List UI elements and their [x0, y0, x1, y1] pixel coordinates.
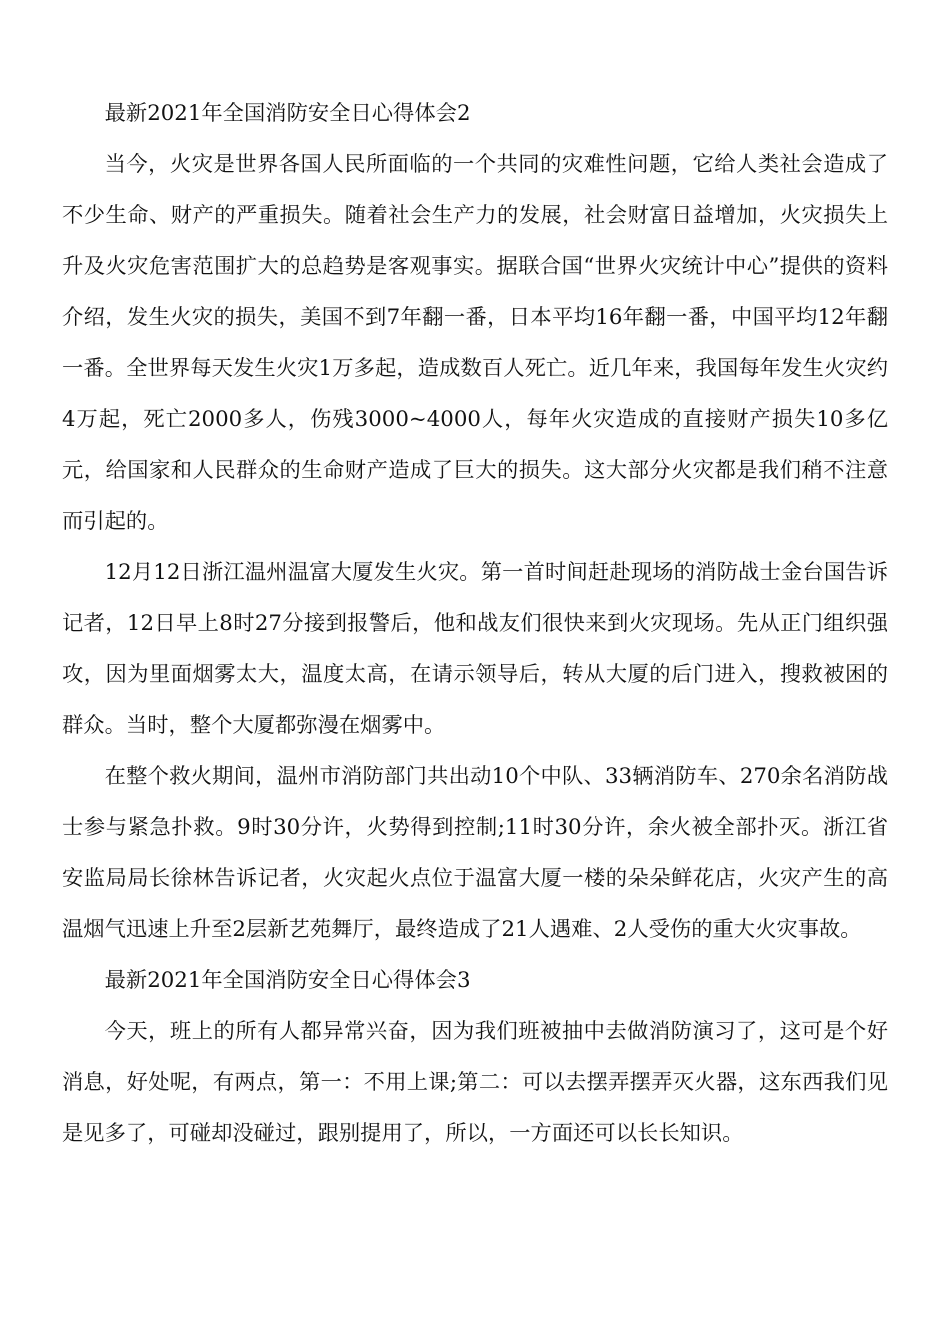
paragraph: 当今，火灾是世界各国人民所面临的一个共同的灾难性问题，它给人类社会造成了不少生命、财产的严重损失。随着社会生产力的发展，社会财富日益增加，火灾损失上升及火灾危害范围扩大的总趋势是客观事实。据联合国“世界火灾统计中心”提供的资料介绍，发生火灾的损失，美国不到7年翻一番，日本平均16年翻一番，中国平均12年翻一番。全世界每天发生火灾1万多起，造成数百人死亡。近几年来，我国每年发生火灾约4万起，死亡2000多人，伤残3000~4000人，每年火灾造成的直接财产损失10多亿元，给国家和人民群众的生命财产造成了巨大的损失。这大部分火灾都是我们稍不注意而引起的。 — [62, 152, 888, 534]
paragraph: 今天，班上的所有人都异常兴奋，因为我们班被抽中去做消防演习了，这可是个好消息，好处呢，有两点，第一：不用上课;第二：可以去摆弄摆弄灭火器，这东西我们见是见多了，可碰却没碰过，跟别提用了，所以，一方面还可以长长知识。 — [62, 1019, 888, 1146]
section-heading: 最新2021年全国消防安全日心得体会2 — [104, 101, 471, 126]
paragraph: 12月12日浙江温州温富大厦发生火灾。第一首时间赶赴现场的消防战士金台国告诉记者，12日早上8时27分接到报警后，他和战友们很快来到火灾现场。先从正门组织强攻，因为里面烟雾太大，温度太高，在请示领导后，转从大厦的后门进入，搜救被困的群众。当时，整个大厦都弥漫在烟雾中。 — [62, 560, 888, 738]
section-heading: 最新2021年全国消防安全日心得体会3 — [104, 968, 471, 993]
paragraph: 在整个救火期间，温州市消防部门共出动10个中队、33辆消防车、270余名消防战士参与紧急扑救。9时30分许，火势得到控制;11时30分许，余火被全部扑灭。浙江省安监局局长徐林告诉记者，火灾起火点位于温富大厦一楼的朵朵鲜花店，火灾产生的高温烟气迅速上升至2层新艺苑舞厅，最终造成了21人遇难、2人受伤的重大火灾事故。 — [62, 764, 888, 942]
